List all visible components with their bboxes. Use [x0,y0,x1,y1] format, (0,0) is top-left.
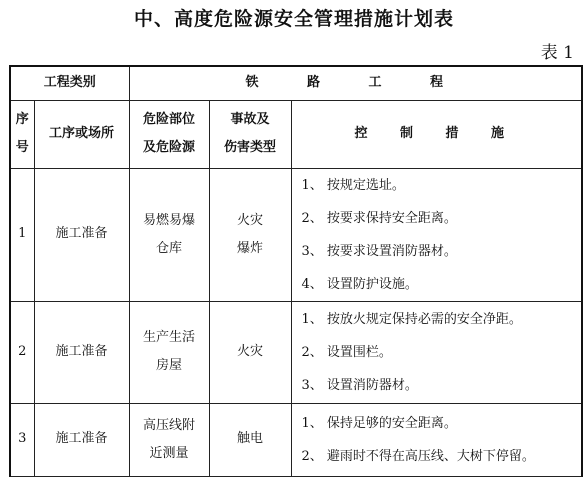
project-type-label: 工程类别 [10,66,129,100]
row-accident: 触电 [209,403,291,476]
row-hazard [129,168,209,301]
row-accident-line2: 爆炸 [237,240,264,256]
col-header-no-line2: 号 [15,140,29,155]
measure-item: 1、 保持足够的安全距离。 [301,415,457,431]
row-hazard-line2: 房屋 [156,358,183,373]
row-process: 施工准备 [34,403,129,476]
col-header-process: 工序或场所 [34,100,129,168]
row-no: 1 [10,168,34,301]
measure-item: 4、 设置防护设施。 [301,276,418,292]
col-header-no [10,100,34,168]
measure-item: 3、 设置消防器材。 [301,377,418,393]
project-type-value: 铁 路 工 程 [129,66,582,100]
row-hazard-line1: 高压线附 [143,417,196,433]
row-hazard [129,403,209,476]
table-row [10,168,582,301]
col-header-accident-line1: 事故及 [230,112,270,127]
row-no: 3 [10,403,34,476]
row-hazard [129,301,209,403]
row-measures [291,168,582,301]
row-no: 2 [10,301,34,403]
row-hazard-line2: 仓库 [156,240,183,256]
hazard-table [9,65,583,477]
col-header-no-line1: 序 [15,112,29,127]
row-accident: 火灾 [209,301,291,403]
table-row [10,301,582,403]
row-process: 施工准备 [34,168,129,301]
col-header-accident-line2: 伤害类型 [224,140,277,155]
row-measures [291,301,582,403]
col-header-control: 控 制 措 施 [291,100,582,168]
row-hazard-line1: 易燃易爆 [143,212,196,228]
col-header-accident [209,100,291,168]
row-hazard-line1: 生产生活 [143,330,196,345]
row-accident-line1: 火灾 [237,212,264,228]
measure-item: 2、 设置围栏。 [301,344,392,360]
row-process: 施工准备 [34,301,129,403]
row-hazard-line2: 近测量 [149,445,189,461]
measure-item: 1、 按放火规定保持必需的安全净距。 [301,311,522,327]
table-number: 表 1 [540,43,574,63]
measure-item: 1、 按规定选址。 [301,177,405,193]
row-accident [209,168,291,301]
col-header-hazard-line2: 及危险源 [143,140,196,155]
col-header-hazard [129,100,209,168]
project-type-row [10,66,582,100]
row-measures [291,403,582,476]
measure-item: 3、 按要求设置消防器材。 [301,243,457,259]
column-header-row [10,100,582,168]
table-row [10,403,582,476]
col-header-hazard-line1: 危险部位 [143,112,196,127]
measure-item: 2、 避雨时不得在高压线、大树下停留。 [301,448,535,464]
page-title: 中、高度危险源安全管理措施计划表 [133,8,454,30]
measure-item: 2、 按要求保持安全距离。 [301,210,457,226]
